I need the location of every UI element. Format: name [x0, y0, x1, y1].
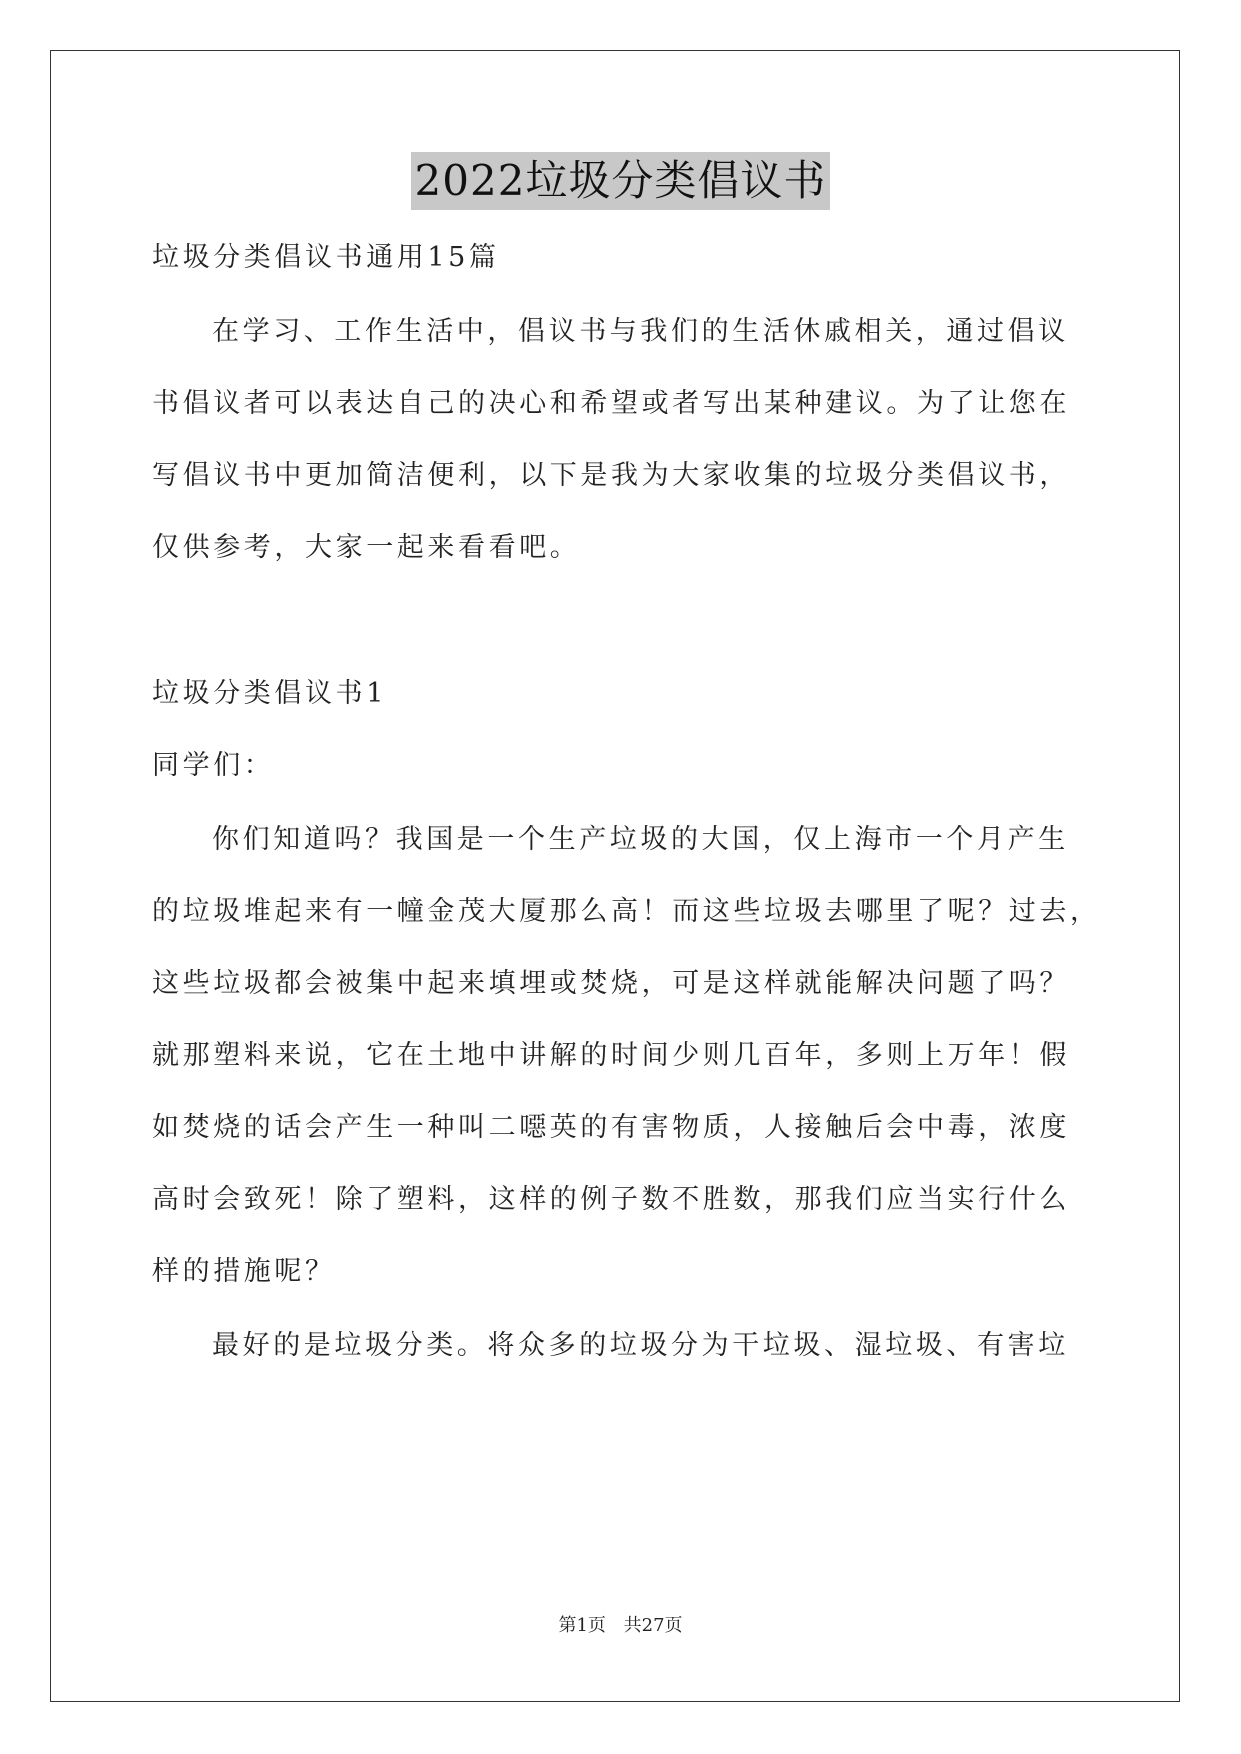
body-line-5: 如焚烧的话会产生一种叫二噁英的有害物质，人接触后会中毒，浓度 [152, 1112, 1070, 1143]
intro-line-4: 仅供参考，大家一起来看看吧。 [152, 532, 581, 563]
intro-line-2: 书倡议者可以表达自己的决心和希望或者写出某种建议。为了让您在 [152, 388, 1070, 419]
salutation: 同学们： [152, 750, 275, 781]
document-subtitle: 垃圾分类倡议书通用15篇 [152, 242, 500, 273]
intro-line-1: 在学习、工作生活中，倡议书与我们的生活休戚相关，通过倡议 [212, 316, 1069, 347]
body-line-7: 样的措施呢？ [152, 1256, 336, 1287]
page-total: 共27页 [623, 1615, 683, 1636]
page-border [50, 50, 1180, 1702]
page-footer [0, 1613, 1241, 1639]
body-line-1: 你们知道吗？我国是一个生产垃圾的大国，仅上海市一个月产生 [212, 824, 1069, 855]
body-line-4: 就那塑料来说，它在土地中讲解的时间少则几百年，多则上万年！假 [152, 1040, 1070, 1071]
intro-line-3: 写倡议书中更加简洁便利，以下是我为大家收集的垃圾分类倡议书， [152, 460, 1070, 491]
title-container [0, 152, 1241, 210]
body-line-2: 的垃圾堆起来有一幢金茂大厦那么高！而这些垃圾去哪里了呢？过去， [152, 896, 1101, 927]
body-line-8: 最好的是垃圾分类。将众多的垃圾分为干垃圾、湿垃圾、有害垃 [212, 1330, 1069, 1361]
body-line-6: 高时会致死！除了塑料，这样的例子数不胜数，那我们应当实行什么 [152, 1184, 1070, 1215]
document-title[interactable]: 2022垃圾分类倡议书 [411, 152, 831, 210]
body-line-3: 这些垃圾都会被集中起来填埋或焚烧，可是这样就能解决问题了吗？ [152, 968, 1070, 999]
page-number: 第1页 [558, 1615, 606, 1636]
section-heading: 垃圾分类倡议书1 [152, 678, 387, 709]
